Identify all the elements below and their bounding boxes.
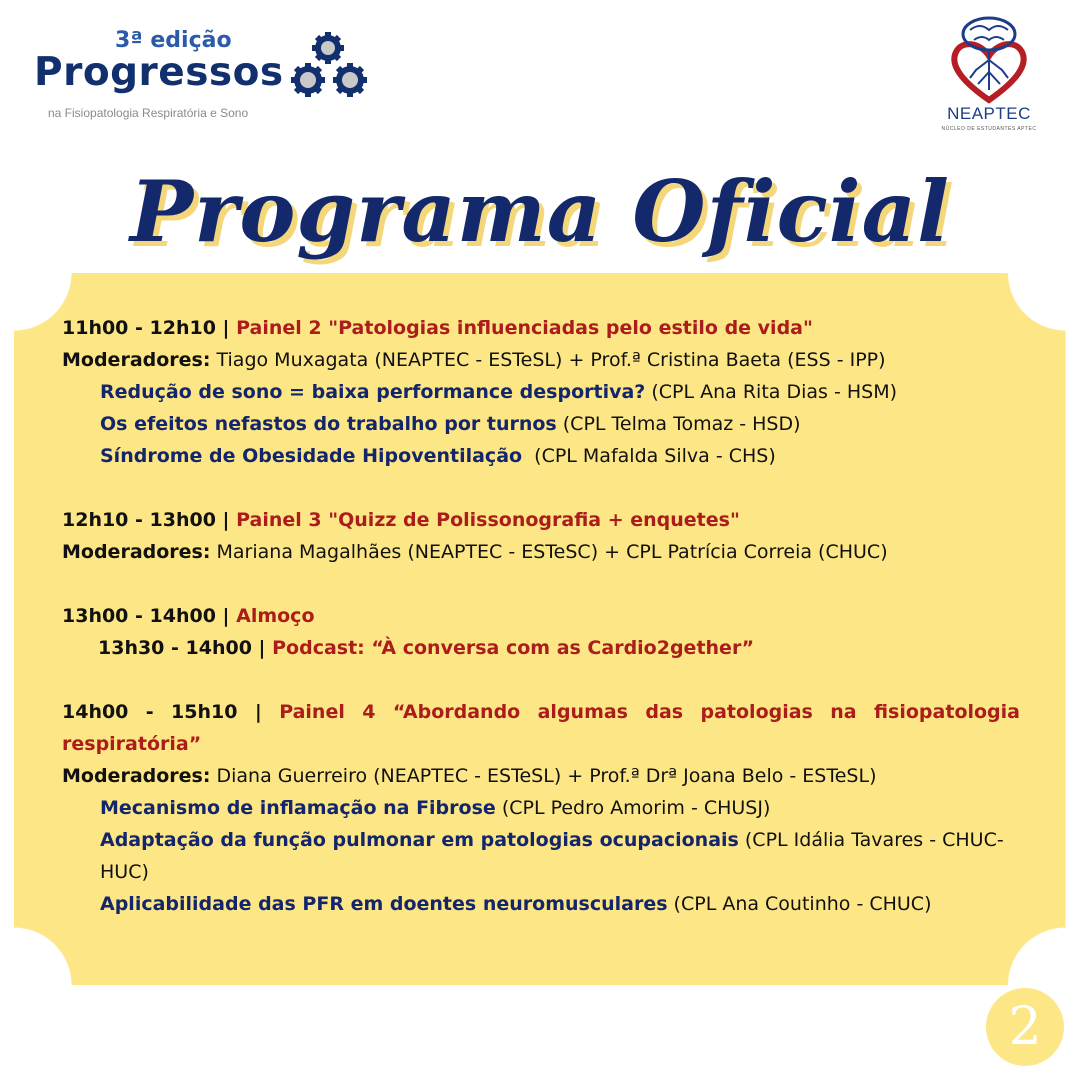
time-range: 11h00 - 12h10 | [62, 317, 237, 339]
lunch-title: Almoço [236, 605, 315, 627]
talk-speaker: (CPL Pedro Amorim - CHUSJ) [495, 797, 771, 819]
time-range: 14h00 - 15h10 | [62, 701, 280, 723]
talk-item [62, 824, 1020, 888]
talk-item [62, 792, 1020, 824]
moderators-label: Moderadores: [62, 765, 211, 787]
talk-speaker: (CPL Idália Tavares - CHUC-HUC) [100, 829, 1004, 883]
page-number: 2 [986, 988, 1064, 1066]
talk-speaker: (CPL Ana Coutinho - CHUC) [667, 893, 932, 915]
talk-title: Adaptação da função pulmonar em patologias ocupacionais [100, 829, 739, 851]
moderators-names: Tiago Muxagata (NEAPTEC - ESTeSL) + Prof.ª Cristina Baeta (ESS - IPP) [210, 349, 886, 371]
talk-title: Redução de sono = baixa performance desportiva? [100, 381, 646, 403]
moderators-label: Moderadores: [62, 349, 211, 371]
org-logo [930, 12, 1060, 142]
podcast-item [62, 632, 1020, 664]
talk-speaker: (CPL Telma Tomaz - HSD) [556, 413, 801, 435]
panel-title: Painel 4 “Abordando algumas das patologias na fisiopatologia respiratória” [62, 701, 1020, 755]
org-name: NEAPTEC [947, 104, 1031, 123]
talk-title: Síndrome de Obesidade Hipoventilação [100, 445, 523, 467]
brain-heart-icon [930, 12, 1048, 104]
program-content [62, 312, 1020, 920]
event-logo [30, 22, 380, 132]
org-subtitle: NÚCLEO DE ESTUDANTES APTEC [941, 126, 1037, 132]
gears-icon [280, 30, 375, 105]
talk-title: Os efeitos nefastos do trabalho por turnos [100, 413, 557, 435]
time-range: 13h30 - 14h00 | [98, 637, 273, 659]
talk-speaker: (CPL Mafalda Silva - CHS) [522, 445, 776, 467]
panel-3-header [62, 504, 1020, 536]
time-range: 13h00 - 14h00 | [62, 605, 237, 627]
panel-title: Painel 3 "Quizz de Polissonografia + enquetes" [236, 509, 740, 531]
panel-3-moderators [62, 536, 1020, 568]
brand-name: Progressos [34, 50, 284, 95]
talk-item [62, 408, 1020, 440]
talk-item [62, 376, 1020, 408]
panel-title: Painel 2 "Patologias influenciadas pelo estilo de vida" [236, 317, 813, 339]
talk-item [62, 440, 1020, 472]
brand-subtitle: na Fisiopatologia Respiratória e Sono [48, 106, 249, 120]
page-title: Programa Oficial [129, 162, 951, 261]
time-range: 12h10 - 13h00 | [62, 509, 237, 531]
panel-2-header [62, 312, 1020, 344]
edition-label: 3ª edição [115, 28, 232, 53]
talk-speaker: (CPL Ana Rita Dias - HSM) [645, 381, 898, 403]
panel-4-header [62, 696, 1020, 760]
moderators-names: Mariana Magalhães (NEAPTEC - ESTeSC) + CPL Patrícia Correia (CHUC) [210, 541, 888, 563]
talk-title: Aplicabilidade das PFR em doentes neuromusculares [100, 893, 668, 915]
panel-2-moderators [62, 344, 1020, 376]
panel-4-moderators [62, 760, 1020, 792]
talk-item [62, 888, 1020, 920]
moderators-label: Moderadores: [62, 541, 211, 563]
podcast-title: Podcast: “À conversa com as Cardio2gether” [272, 637, 755, 659]
moderators-names: Diana Guerreiro (NEAPTEC - ESTeSL) + Prof.ª Drª Joana Belo - ESTeSL) [210, 765, 877, 787]
lunch-header [62, 600, 1020, 632]
talk-title: Mecanismo de inflamação na Fibrose [100, 797, 496, 819]
